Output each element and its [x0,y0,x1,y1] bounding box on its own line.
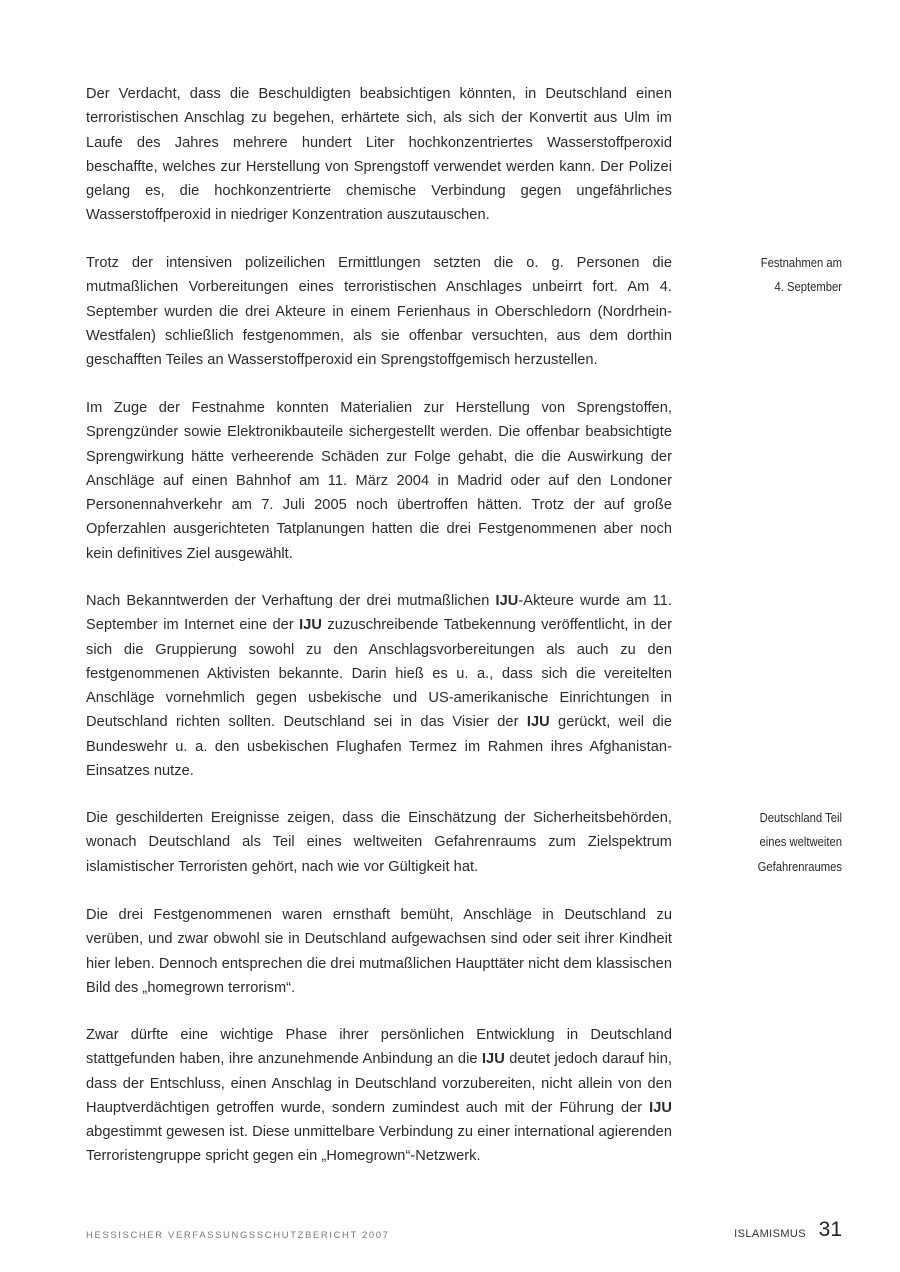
margin-note-line: eines weltweiten [759,835,842,850]
bold-abbreviation: IJU [299,617,323,634]
body-paragraph-6 [86,903,672,1000]
footer-publication-title: HESSISCHER VERFASSUNGSSCHUTZBERICHT 2007 [86,1230,390,1241]
paragraph-text: Der Verdacht, dass die Beschuldigten beabsichtigen könnten, in Deutschland einen terroristischen Anschlag zu begehen, erhärtete sich, als sich der Konvertit aus Ulm im Laufe des Jahres mehrere hundert Liter hochkonzentriertes Wasserstoffperoxid beschaffte, welches zur Herstellung von Sprengstoff verwendet werden kann. Der Polizei gelang es, die hochkonzentrierte chemische Verbindung gegen ungefährliches Wasserstoffperoxid in niedriger Konzentration auszutauschen. [86,86,672,224]
margin-note-line: Festnahmen am [760,256,842,270]
bold-abbreviation: IJU [649,1099,672,1116]
margin-note-line: Deutschland Teil [759,811,842,825]
paragraph-text: Die geschilderten Ereignisse zeigen, dass die Einschätzung der Sicherheitsbehörden, wonach Deutschland als Teil eines weltweiten Gefahrenraums zum Zielspektrum islamistischer Terroristen gehört, nach wie vor Gültigkeit hat. [86,810,672,875]
paragraph-text: deutet jedoch darauf hin, dass der Entschluss, einen Anschlag in Deutschland vorzubereiten, nicht allein von den Hauptverdächtigen getroffen wurde, sondern zumindest auch mit der Führung der [86,1051,672,1116]
margin-note-arrests [698,251,842,300]
page-number: 31 [818,1218,842,1241]
body-paragraph-1 [86,82,672,228]
paragraph-text: -Akteure wurde am 11. September im Internet eine der [86,593,672,634]
bold-abbreviation: IJU [481,1051,505,1068]
paragraph-text: Trotz der intensiven polizeilichen Ermittlungen setzten die o. g. Personen die mutmaßlichen Vorbereitungen eines terroristischen Anschlages unbeirrt fort. Am 4. September wurden die drei Akteure in einem Ferienhaus in Oberschledorn (Nordrhein-Westfalen) schließlich festgenommen, als sie offenbar versuchten, aus dem dorthin geschafften Teiles an Wasserstoffperoxid ein Sprengstoffgemisch herzustellen. [86,255,672,369]
bold-abbreviation: IJU [495,593,519,609]
body-paragraph-7 [86,1023,672,1169]
body-paragraph-4 [86,589,672,783]
footer-section-label: ISLAMISMUS [734,1228,806,1240]
paragraph-text: Nach Bekanntwerden der Verhaftung der drei mutmaßlichen [86,593,496,609]
margin-note-global-threat [698,806,842,879]
paragraph-text: Zwar dürfte eine wichtige Phase ihrer persönlichen Entwicklung in Deutschland stattgefunden haben, ihre anzunehmende Anbindung an die [86,1027,672,1068]
body-paragraph-2 [86,251,672,372]
bold-abbreviation: IJU [526,714,550,731]
paragraph-text: zuzuschreibende Tatbekennung veröffentlicht, in der sich die Gruppierung sowohl zu den Anschlagsvorbereitungen als auch zu den festgenommenen Aktivisten bekannte. Darin hieß es u. a., dass sich die vereitelten Anschläge vornehmlich gegen usbekische und US-amerikanische Einrichtungen in Deutschland richten sollten. Deutschland sei in das Visier der [86,617,672,731]
paragraph-text: Die drei Festgenommenen waren ernsthaft bemüht, Anschläge in Deutschland zu verüben, und zwar obwohl sie in Deutschland aufgewachsen sind oder seit ihrer Kindheit hier leben. Dennoch entsprechen die drei mutmaßlichen Haupttäter nicht dem klassischen Bild des „homegrown terrorism“. [86,907,672,996]
body-paragraph-5 [86,806,672,879]
paragraph-text: Im Zuge der Festnahme konnten Materialien zur Herstellung von Sprengstoffen, Sprengzünder sowie Elektronikbauteile sichergestellt werden. Die offenbar beabsichtigte Sprengwirkung hätte verheerende Schäden zur Folge gehabt, die die Auswirkung der Anschläge auf einen Bahnhof am 11. März 2004 in Madrid oder auf den Londoner Personennahverkehr am 7. Juli 2005 noch übertroffen hätten. Trotz der auf große Opferzahlen ausgerichteten Tatplanungen hatten die drei Festgenommenen aber noch kein definitives Ziel ausgewählt. [86,400,672,562]
paragraph-text: abgestimmt gewesen ist. Diese unmittelbare Verbindung zu einer international agierenden Terroristengruppe spricht gegen ein „Homegrown“-Netzwerk. [86,1124,672,1165]
paragraph-text: gerückt, weil die Bundeswehr u. a. den usbekischen Flughafen Termez im Rahmen ihres Afghanistan-Einsatzes nutze. [86,714,672,780]
body-paragraph-3 [86,396,672,566]
margin-note-line: 4. September [774,280,842,295]
margin-note-line: Gefahrenraumes [757,859,842,874]
